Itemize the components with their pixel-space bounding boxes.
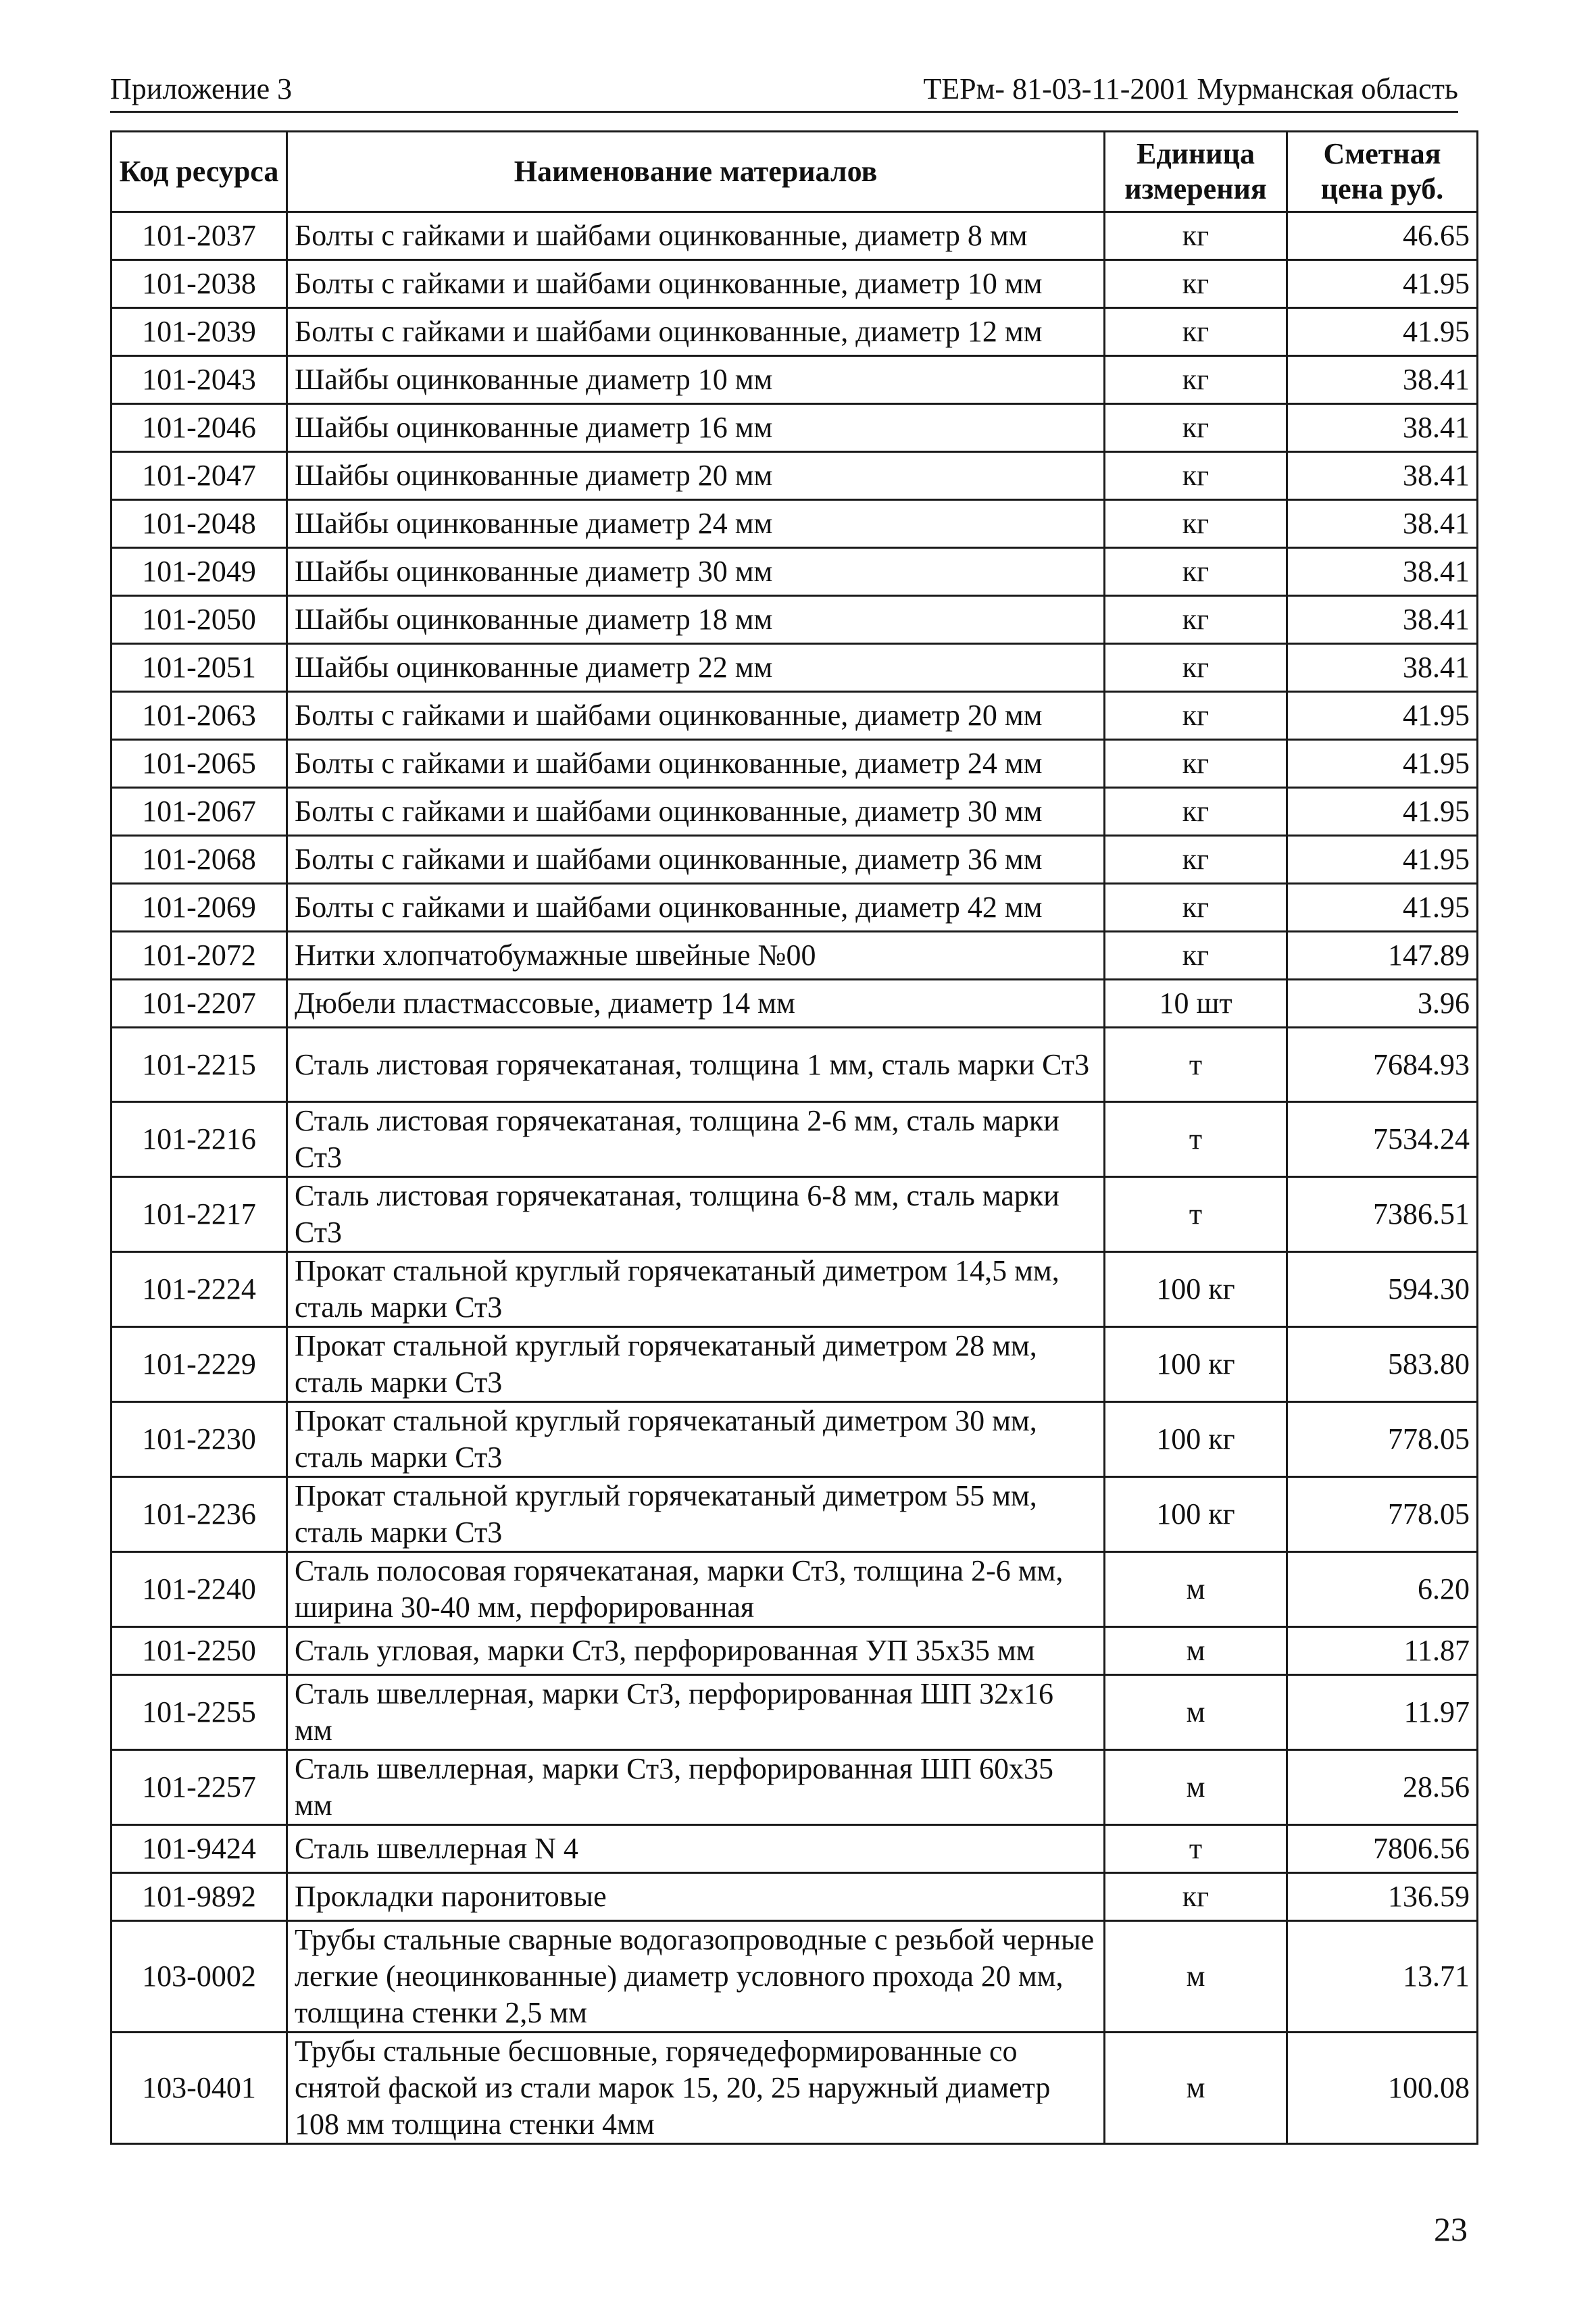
material-name-cell: Сталь швеллерная, марки Ст3, перфорированная ШП 60х35 мм bbox=[287, 1750, 1105, 1825]
price-cell: 38.41 bbox=[1287, 452, 1478, 500]
column-header-unit: Единица измерения bbox=[1105, 132, 1287, 212]
price-cell: 100.08 bbox=[1287, 2033, 1478, 2144]
resource-code-cell: 101-2216 bbox=[111, 1102, 287, 1177]
unit-cell: т bbox=[1105, 1028, 1287, 1102]
material-name-cell: Шайбы оцинкованные диаметр 10 мм bbox=[287, 356, 1105, 404]
table-row bbox=[111, 1327, 1478, 1402]
price-cell: 11.97 bbox=[1287, 1675, 1478, 1750]
table-row bbox=[111, 788, 1478, 836]
table-row bbox=[111, 548, 1478, 596]
table-body bbox=[111, 212, 1478, 2144]
resource-code-cell: 101-2069 bbox=[111, 884, 287, 932]
column-header-code: Код ресурса bbox=[111, 132, 287, 212]
material-name-cell: Болты с гайками и шайбами оцинкованные, диаметр 36 мм bbox=[287, 836, 1105, 884]
resource-code-cell: 101-2047 bbox=[111, 452, 287, 500]
appendix-label: Приложение 3 bbox=[110, 72, 293, 105]
unit-cell: кг bbox=[1105, 596, 1287, 644]
materials-table bbox=[110, 130, 1478, 2145]
price-cell: 11.87 bbox=[1287, 1627, 1478, 1675]
unit-cell: кг bbox=[1105, 884, 1287, 932]
unit-cell: т bbox=[1105, 1102, 1287, 1177]
table-row bbox=[111, 356, 1478, 404]
resource-code-cell: 101-9892 bbox=[111, 1873, 287, 1921]
resource-code-cell: 103-0002 bbox=[111, 1921, 287, 2033]
material-name-cell: Сталь швеллерная, марки Ст3, перфорированная ШП 32х16 мм bbox=[287, 1675, 1105, 1750]
unit-cell: кг bbox=[1105, 740, 1287, 788]
table-row bbox=[111, 932, 1478, 980]
price-cell: 147.89 bbox=[1287, 932, 1478, 980]
unit-cell: 100 кг bbox=[1105, 1477, 1287, 1552]
resource-code-cell: 101-9424 bbox=[111, 1825, 287, 1873]
price-cell: 3.96 bbox=[1287, 980, 1478, 1028]
unit-cell: м bbox=[1105, 1675, 1287, 1750]
unit-cell: кг bbox=[1105, 308, 1287, 356]
table-row bbox=[111, 452, 1478, 500]
unit-cell: м bbox=[1105, 2033, 1287, 2144]
resource-code-cell: 101-2063 bbox=[111, 692, 287, 740]
table-row bbox=[111, 884, 1478, 932]
resource-code-cell: 101-2250 bbox=[111, 1627, 287, 1675]
material-name-cell: Сталь листовая горячекатаная, толщина 1 мм, сталь марки Ст3 bbox=[287, 1028, 1105, 1102]
table-row bbox=[111, 596, 1478, 644]
material-name-cell: Прокат стальной круглый горячекатаный диметром 14,5 мм, сталь марки Ст3 bbox=[287, 1252, 1105, 1327]
price-cell: 136.59 bbox=[1287, 1873, 1478, 1921]
material-name-cell: Сталь угловая, марки Ст3, перфорированная УП 35х35 мм bbox=[287, 1627, 1105, 1675]
price-cell: 583.80 bbox=[1287, 1327, 1478, 1402]
resource-code-cell: 101-2037 bbox=[111, 212, 287, 260]
unit-cell: 100 кг bbox=[1105, 1327, 1287, 1402]
unit-cell: кг bbox=[1105, 836, 1287, 884]
resource-code-cell: 101-2068 bbox=[111, 836, 287, 884]
resource-code-cell: 101-2229 bbox=[111, 1327, 287, 1402]
unit-cell: кг bbox=[1105, 1873, 1287, 1921]
unit-cell: кг bbox=[1105, 212, 1287, 260]
material-name-cell: Нитки хлопчатобумажные швейные №00 bbox=[287, 932, 1105, 980]
resource-code-cell: 101-2039 bbox=[111, 308, 287, 356]
resource-code-cell: 101-2067 bbox=[111, 788, 287, 836]
table-row bbox=[111, 1252, 1478, 1327]
price-cell: 778.05 bbox=[1287, 1402, 1478, 1477]
price-cell: 7806.56 bbox=[1287, 1825, 1478, 1873]
resource-code-cell: 101-2046 bbox=[111, 404, 287, 452]
resource-code-cell: 101-2240 bbox=[111, 1552, 287, 1627]
unit-cell: кг bbox=[1105, 452, 1287, 500]
resource-code-cell: 101-2257 bbox=[111, 1750, 287, 1825]
material-name-cell: Сталь швеллерная N 4 bbox=[287, 1825, 1105, 1873]
price-cell: 41.95 bbox=[1287, 740, 1478, 788]
resource-code-cell: 101-2043 bbox=[111, 356, 287, 404]
material-name-cell: Сталь листовая горячекатаная, толщина 2-6 мм, сталь марки Ст3 bbox=[287, 1102, 1105, 1177]
page-number: 23 bbox=[1434, 2210, 1468, 2248]
table-row bbox=[111, 1552, 1478, 1627]
document-code: ТЕРм- 81-03-11-2001 Мурманская область bbox=[923, 72, 1458, 105]
resource-code-cell: 101-2255 bbox=[111, 1675, 287, 1750]
table-row bbox=[111, 740, 1478, 788]
price-cell: 38.41 bbox=[1287, 500, 1478, 548]
table-row bbox=[111, 692, 1478, 740]
unit-cell: т bbox=[1105, 1177, 1287, 1252]
resource-code-cell: 101-2072 bbox=[111, 932, 287, 980]
material-name-cell: Болты с гайками и шайбами оцинкованные, диаметр 24 мм bbox=[287, 740, 1105, 788]
price-cell: 38.41 bbox=[1287, 548, 1478, 596]
material-name-cell: Болты с гайками и шайбами оцинкованные, диаметр 30 мм bbox=[287, 788, 1105, 836]
unit-cell: т bbox=[1105, 1825, 1287, 1873]
price-cell: 38.41 bbox=[1287, 356, 1478, 404]
material-name-cell: Прокат стальной круглый горячекатаный диметром 30 мм, сталь марки Ст3 bbox=[287, 1402, 1105, 1477]
material-name-cell: Болты с гайками и шайбами оцинкованные, диаметр 8 мм bbox=[287, 212, 1105, 260]
table-row bbox=[111, 1921, 1478, 2033]
table-row bbox=[111, 1873, 1478, 1921]
table-row bbox=[111, 980, 1478, 1028]
material-name-cell: Прокладки паронитовые bbox=[287, 1873, 1105, 1921]
price-cell: 41.95 bbox=[1287, 836, 1478, 884]
table-row bbox=[111, 1825, 1478, 1873]
material-name-cell: Дюбели пластмассовые, диаметр 14 мм bbox=[287, 980, 1105, 1028]
unit-cell: м bbox=[1105, 1921, 1287, 2033]
price-cell: 46.65 bbox=[1287, 212, 1478, 260]
column-header-price: Сметная цена руб. bbox=[1287, 132, 1478, 212]
material-name-cell: Болты с гайками и шайбами оцинкованные, диаметр 20 мм bbox=[287, 692, 1105, 740]
material-name-cell: Трубы стальные сварные водогазопроводные с резьбой черные легкие (неоцинкованные) диаметр условного прохода 20 мм, толщина стенки 2,5 мм bbox=[287, 1921, 1105, 2033]
unit-cell: кг bbox=[1105, 548, 1287, 596]
unit-cell: кг bbox=[1105, 260, 1287, 308]
resource-code-cell: 101-2051 bbox=[111, 644, 287, 692]
price-cell: 41.95 bbox=[1287, 884, 1478, 932]
table-row bbox=[111, 260, 1478, 308]
price-cell: 41.95 bbox=[1287, 788, 1478, 836]
price-cell: 38.41 bbox=[1287, 596, 1478, 644]
price-cell: 594.30 bbox=[1287, 1252, 1478, 1327]
price-cell: 6.20 bbox=[1287, 1552, 1478, 1627]
material-name-cell: Шайбы оцинкованные диаметр 20 мм bbox=[287, 452, 1105, 500]
material-name-cell: Болты с гайками и шайбами оцинкованные, диаметр 10 мм bbox=[287, 260, 1105, 308]
resource-code-cell: 101-2236 bbox=[111, 1477, 287, 1552]
material-name-cell: Трубы стальные бесшовные, горячедеформированные со снятой фаской из стали марок 15, 20, 25 наружный диаметр 108 мм толщина стенки 4мм bbox=[287, 2033, 1105, 2144]
price-cell: 41.95 bbox=[1287, 308, 1478, 356]
header-row bbox=[111, 132, 1478, 212]
price-cell: 13.71 bbox=[1287, 1921, 1478, 2033]
table-row bbox=[111, 1675, 1478, 1750]
header-divider bbox=[110, 111, 1458, 113]
price-cell: 38.41 bbox=[1287, 644, 1478, 692]
resource-code-cell: 101-2207 bbox=[111, 980, 287, 1028]
resource-code-cell: 101-2065 bbox=[111, 740, 287, 788]
unit-cell: м bbox=[1105, 1750, 1287, 1825]
unit-cell: 100 кг bbox=[1105, 1402, 1287, 1477]
price-cell: 41.95 bbox=[1287, 260, 1478, 308]
unit-cell: 100 кг bbox=[1105, 1252, 1287, 1327]
material-name-cell: Шайбы оцинкованные диаметр 30 мм bbox=[287, 548, 1105, 596]
page-header bbox=[110, 69, 1458, 109]
table-row bbox=[111, 1402, 1478, 1477]
price-cell: 7386.51 bbox=[1287, 1177, 1478, 1252]
material-name-cell: Шайбы оцинкованные диаметр 22 мм bbox=[287, 644, 1105, 692]
table-row bbox=[111, 644, 1478, 692]
table-row bbox=[111, 212, 1478, 260]
price-cell: 38.41 bbox=[1287, 404, 1478, 452]
table-row bbox=[111, 500, 1478, 548]
material-name-cell: Сталь полосовая горячекатаная, марки Ст3, толщина 2-6 мм, ширина 30-40 мм, перфорированная bbox=[287, 1552, 1105, 1627]
resource-code-cell: 101-2230 bbox=[111, 1402, 287, 1477]
unit-cell: м bbox=[1105, 1627, 1287, 1675]
table-row bbox=[111, 1477, 1478, 1552]
unit-cell: кг bbox=[1105, 500, 1287, 548]
table-row bbox=[111, 2033, 1478, 2144]
resource-code-cell: 101-2215 bbox=[111, 1028, 287, 1102]
resource-code-cell: 101-2049 bbox=[111, 548, 287, 596]
material-name-cell: Прокат стальной круглый горячекатаный диметром 55 мм, сталь марки Ст3 bbox=[287, 1477, 1105, 1552]
unit-cell: 10 шт bbox=[1105, 980, 1287, 1028]
resource-code-cell: 101-2048 bbox=[111, 500, 287, 548]
price-cell: 7684.93 bbox=[1287, 1028, 1478, 1102]
resource-code-cell: 101-2050 bbox=[111, 596, 287, 644]
unit-cell: кг bbox=[1105, 692, 1287, 740]
resource-code-cell: 103-0401 bbox=[111, 2033, 287, 2144]
table-row bbox=[111, 308, 1478, 356]
table-row bbox=[111, 1028, 1478, 1102]
table-row bbox=[111, 404, 1478, 452]
material-name-cell: Прокат стальной круглый горячекатаный диметром 28 мм, сталь марки Ст3 bbox=[287, 1327, 1105, 1402]
unit-cell: м bbox=[1105, 1552, 1287, 1627]
unit-cell: кг bbox=[1105, 356, 1287, 404]
material-name-cell: Сталь листовая горячекатаная, толщина 6-8 мм, сталь марки Ст3 bbox=[287, 1177, 1105, 1252]
material-name-cell: Болты с гайками и шайбами оцинкованные, диаметр 42 мм bbox=[287, 884, 1105, 932]
price-cell: 778.05 bbox=[1287, 1477, 1478, 1552]
resource-code-cell: 101-2224 bbox=[111, 1252, 287, 1327]
table-row bbox=[111, 1102, 1478, 1177]
table-row bbox=[111, 836, 1478, 884]
table-row bbox=[111, 1750, 1478, 1825]
price-cell: 41.95 bbox=[1287, 692, 1478, 740]
table-row bbox=[111, 1627, 1478, 1675]
unit-cell: кг bbox=[1105, 932, 1287, 980]
resource-code-cell: 101-2217 bbox=[111, 1177, 287, 1252]
column-header-name: Наименование материалов bbox=[287, 132, 1105, 212]
price-cell: 7534.24 bbox=[1287, 1102, 1478, 1177]
material-name-cell: Шайбы оцинкованные диаметр 18 мм bbox=[287, 596, 1105, 644]
material-name-cell: Болты с гайками и шайбами оцинкованные, диаметр 12 мм bbox=[287, 308, 1105, 356]
unit-cell: кг bbox=[1105, 644, 1287, 692]
unit-cell: кг bbox=[1105, 404, 1287, 452]
price-cell: 28.56 bbox=[1287, 1750, 1478, 1825]
table-row bbox=[111, 1177, 1478, 1252]
material-name-cell: Шайбы оцинкованные диаметр 16 мм bbox=[287, 404, 1105, 452]
table-header bbox=[111, 132, 1478, 212]
resource-code-cell: 101-2038 bbox=[111, 260, 287, 308]
unit-cell: кг bbox=[1105, 788, 1287, 836]
material-name-cell: Шайбы оцинкованные диаметр 24 мм bbox=[287, 500, 1105, 548]
